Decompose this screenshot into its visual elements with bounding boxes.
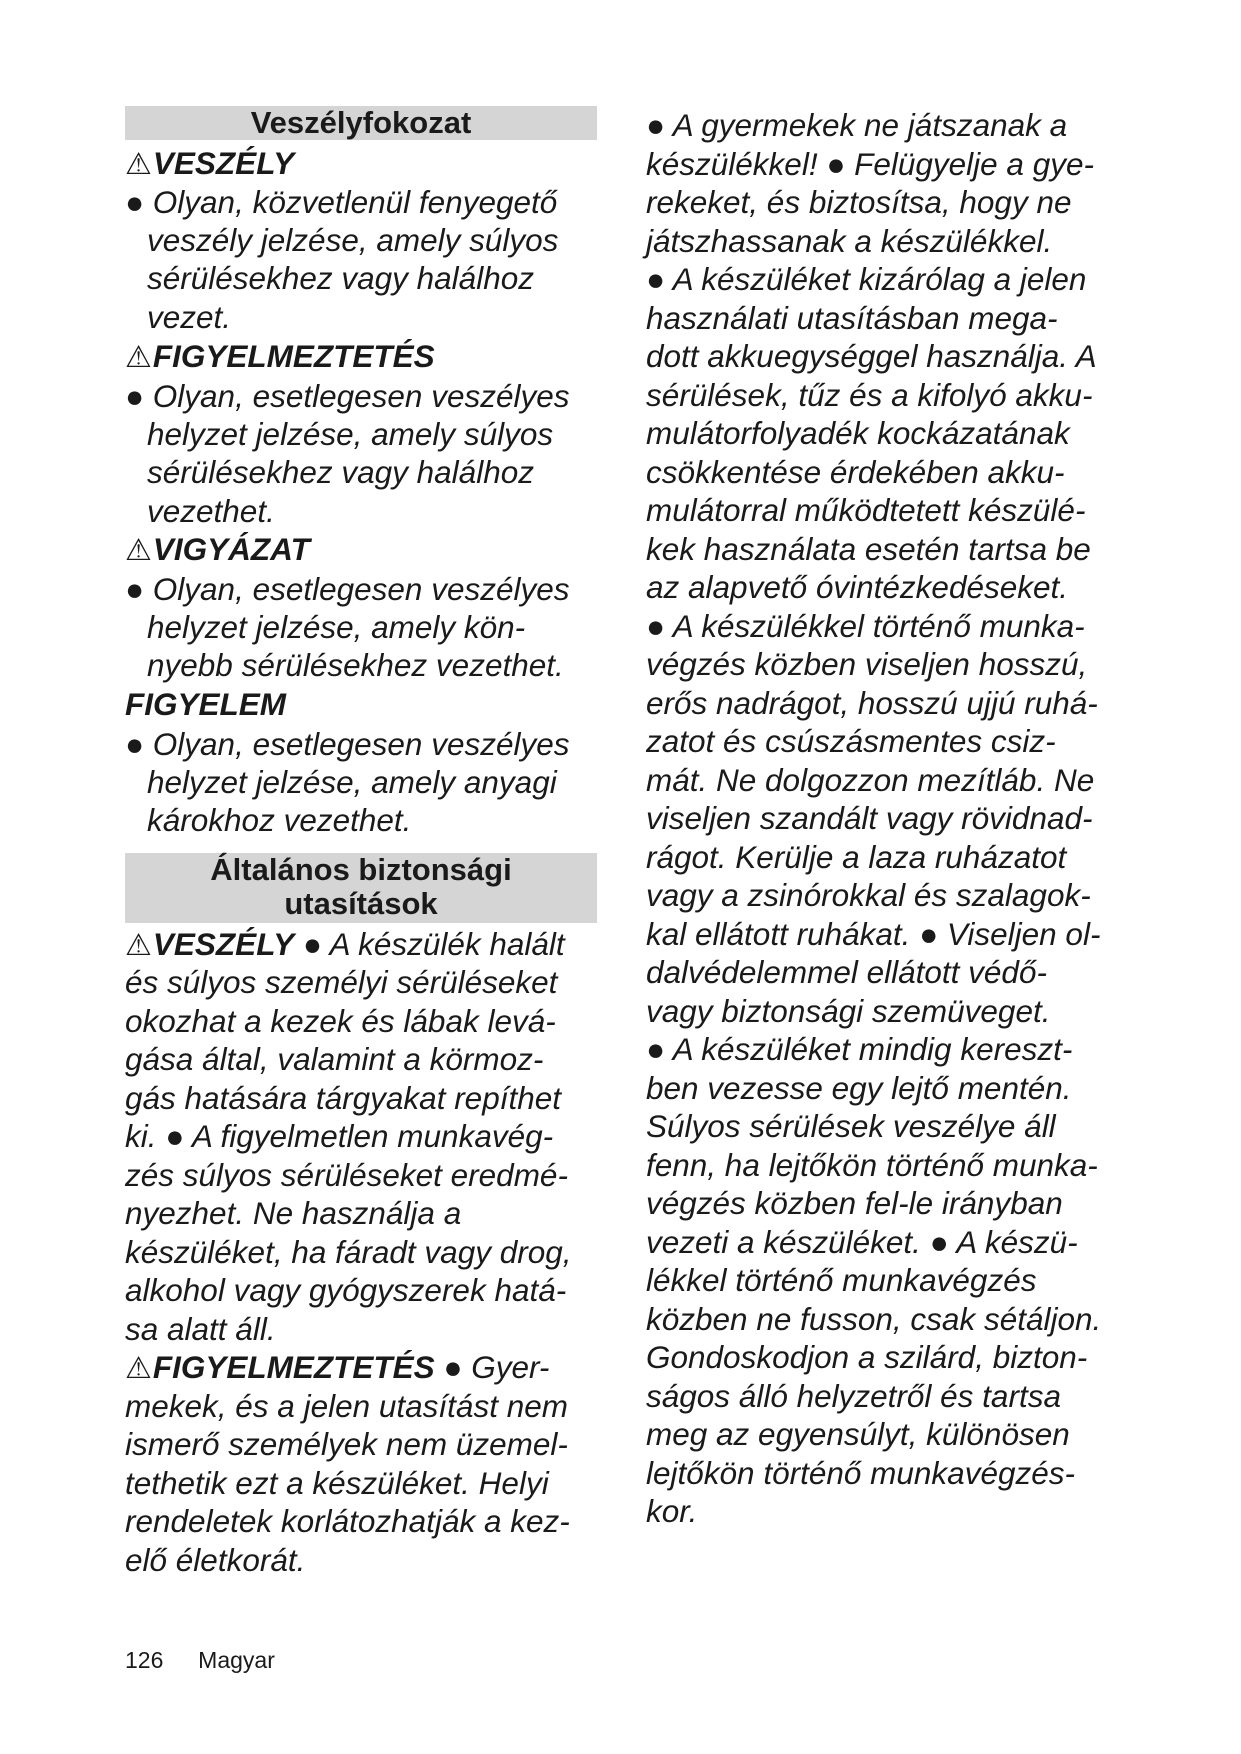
warning-triangle-icon: ⚠ <box>125 534 152 567</box>
right-text-line: ● A készüléket mindig kereszt- <box>646 1031 1073 1067</box>
right-text-line: mulátorfolyadék kockázatának <box>646 415 1070 451</box>
warning-heading <box>125 337 435 377</box>
right-text-line: vagy biztonsági szemüveget. <box>646 993 1051 1029</box>
warning-triangle-icon: ⚠ <box>125 341 152 374</box>
right-text-line: meg az egyensúlyt, különösen <box>646 1416 1070 1452</box>
general-warning-line: elő életkorát. <box>125 1542 306 1578</box>
caution-heading <box>125 530 310 570</box>
general-warning-line: mekek, és a jelen utasítást nem <box>125 1388 568 1424</box>
notice-text-line: helyzet jelzése, amely anyagi <box>147 764 557 800</box>
right-text-line: rekeket, és biztosítsa, hogy ne <box>646 184 1072 220</box>
warning-triangle-icon: ⚠ <box>125 1352 152 1385</box>
right-text-line: végzés közben fel-le irányban <box>646 1185 1063 1221</box>
general-safety-title-line1: Általános biztonsági <box>210 852 512 887</box>
right-text-line: végzés közben viseljen hosszú, <box>646 646 1088 682</box>
general-warning-label: FIGYELMEZTETÉS <box>152 1349 435 1385</box>
right-text-line: kek használata esetén tartsa be <box>646 531 1091 567</box>
right-text-line: Súlyos sérülések veszélye áll <box>646 1108 1056 1144</box>
danger-text-line: vezet. <box>147 299 232 335</box>
warning-text-line: vezethet. <box>147 493 275 529</box>
warning-text-line: ● Olyan, esetlegesen veszélyes <box>125 378 570 414</box>
warning-text-line: helyzet jelzése, amely súlyos <box>147 416 554 452</box>
general-warning-line: rendeletek korlátozhatják a kez- <box>125 1503 570 1539</box>
right-text-line: Gondoskodjon a szilárd, bizton- <box>646 1339 1088 1375</box>
general-danger-line: gása által, valamint a körmoz- <box>125 1041 544 1077</box>
general-danger-line: nyezhet. Ne használja a <box>125 1195 462 1231</box>
right-text-line: kal ellátott ruhákat. ● Viseljen ol- <box>646 916 1101 952</box>
right-text-line: lejtőkön történő munkavégzés- <box>646 1455 1075 1491</box>
caution-text-line: helyzet jelzése, amely kön- <box>147 609 526 645</box>
right-text-line: lékkel történő munkavégzés <box>646 1262 1037 1298</box>
right-text-line: csökkentése érdekében akku- <box>646 454 1065 490</box>
general-warning-first-text: ● Gyer- <box>434 1349 550 1385</box>
general-danger-line: zés súlyos sérüléseket eredmé- <box>125 1157 568 1193</box>
notice-text-line: károkhoz vezethet. <box>147 802 412 838</box>
general-danger-line: ki. ● A figyelmetlen munkavég- <box>125 1118 554 1154</box>
right-text-line: erős nadrágot, hosszú ujjú ruhá- <box>646 685 1098 721</box>
page-footer <box>125 1646 275 1674</box>
general-warning-line: tethetik ezt a készüléket. Helyi <box>125 1465 549 1501</box>
warning-triangle-icon: ⚠ <box>125 148 152 181</box>
general-danger-label: VESZÉLY <box>152 926 295 962</box>
notice-heading: FIGYELEM <box>125 686 287 722</box>
right-text-line: kor. <box>646 1493 698 1529</box>
right-text-line: ● A készülékkel történő munka- <box>646 608 1085 644</box>
right-text-line: viseljen szandált vagy rövidnad- <box>646 800 1093 836</box>
right-text-line: ben vezesse egy lejtő mentén. <box>646 1070 1072 1106</box>
warning-triangle-icon: ⚠ <box>125 929 152 962</box>
right-text-line: ● A készüléket kizárólag a jelen <box>646 261 1087 297</box>
right-text-line: játszhassanak a készülékkel. <box>646 223 1053 259</box>
general-danger-line: alkohol vagy gyógyszerek hatá- <box>125 1272 567 1308</box>
danger-label: VESZÉLY <box>152 145 295 181</box>
danger-heading <box>125 144 294 184</box>
right-text-line: vagy a zsinórokkal és szalagok- <box>646 877 1091 913</box>
right-text-line: zatot és csúszásmentes csiz- <box>646 723 1056 759</box>
right-text-line: ságos álló helyzetről és tartsa <box>646 1378 1061 1414</box>
danger-text-line: sérülésekhez vagy halálhoz <box>147 260 534 296</box>
general-safety-title-line2: utasítások <box>284 886 438 921</box>
section-header-general-safety <box>125 853 597 923</box>
right-text-line: sérülések, tűz és a kifolyó akku- <box>646 377 1093 413</box>
right-text-line: mát. Ne dolgozzon mezítláb. Ne <box>646 762 1095 798</box>
right-text-line: dott akkuegységgel használja. A <box>646 338 1097 374</box>
general-danger-line: okozhat a kezek és lábak levá- <box>125 1003 556 1039</box>
right-text-line: az alapvető óvintézkedéseket. <box>646 569 1069 605</box>
caution-label: VIGYÁZAT <box>152 531 310 567</box>
right-text-line: fenn, ha lejtőkön történő munka- <box>646 1147 1098 1183</box>
right-text-line: közben ne fusson, csak sétáljon. <box>646 1301 1102 1337</box>
right-text-line: vezeti a készüléket. ● A készü- <box>646 1224 1078 1260</box>
general-warning-line: ismerő személyek nem üzemel- <box>125 1426 568 1462</box>
general-danger-line: gás hatására tárgyakat repíthet <box>125 1080 562 1116</box>
page-number: 126 <box>125 1647 164 1673</box>
right-text-line: használati utasításban mega- <box>646 300 1058 336</box>
notice-text-line: ● Olyan, esetlegesen veszélyes <box>125 726 570 762</box>
warning-label: FIGYELMEZTETÉS <box>152 338 435 374</box>
caution-text-line: ● Olyan, esetlegesen veszélyes <box>125 571 570 607</box>
right-text-line: dalvédelemmel ellátott védő- <box>646 954 1047 990</box>
right-text-line: ● A gyermekek ne játszanak a <box>646 107 1068 143</box>
general-danger-line: és súlyos személyi sérüléseket <box>125 964 558 1000</box>
general-danger-line: készüléket, ha fáradt vagy drog, <box>125 1234 572 1270</box>
danger-text-line: ● Olyan, közvetlenül fenyegető <box>125 184 558 220</box>
right-text-line: készülékkel! ● Felügyelje a gye- <box>646 146 1094 182</box>
general-danger-line: sa alatt áll. <box>125 1311 276 1347</box>
danger-text-line: veszély jelzése, amely súlyos <box>147 222 559 258</box>
right-text-line: rágot. Kerülje a laza ruházatot <box>646 839 1067 875</box>
warning-text-line: sérülésekhez vagy halálhoz <box>147 454 534 490</box>
caution-text-line: nyebb sérülésekhez vezethet. <box>147 647 564 683</box>
general-danger-first-text: ● A készülék halált <box>294 926 565 962</box>
right-text-line: mulátorral működtetett készülé- <box>646 492 1086 528</box>
footer-language: Magyar <box>198 1647 275 1673</box>
general-warning-first-line <box>125 1348 549 1388</box>
general-danger-first-line <box>125 925 565 965</box>
section-header-hazard-levels: Veszélyfokozat <box>125 106 597 140</box>
